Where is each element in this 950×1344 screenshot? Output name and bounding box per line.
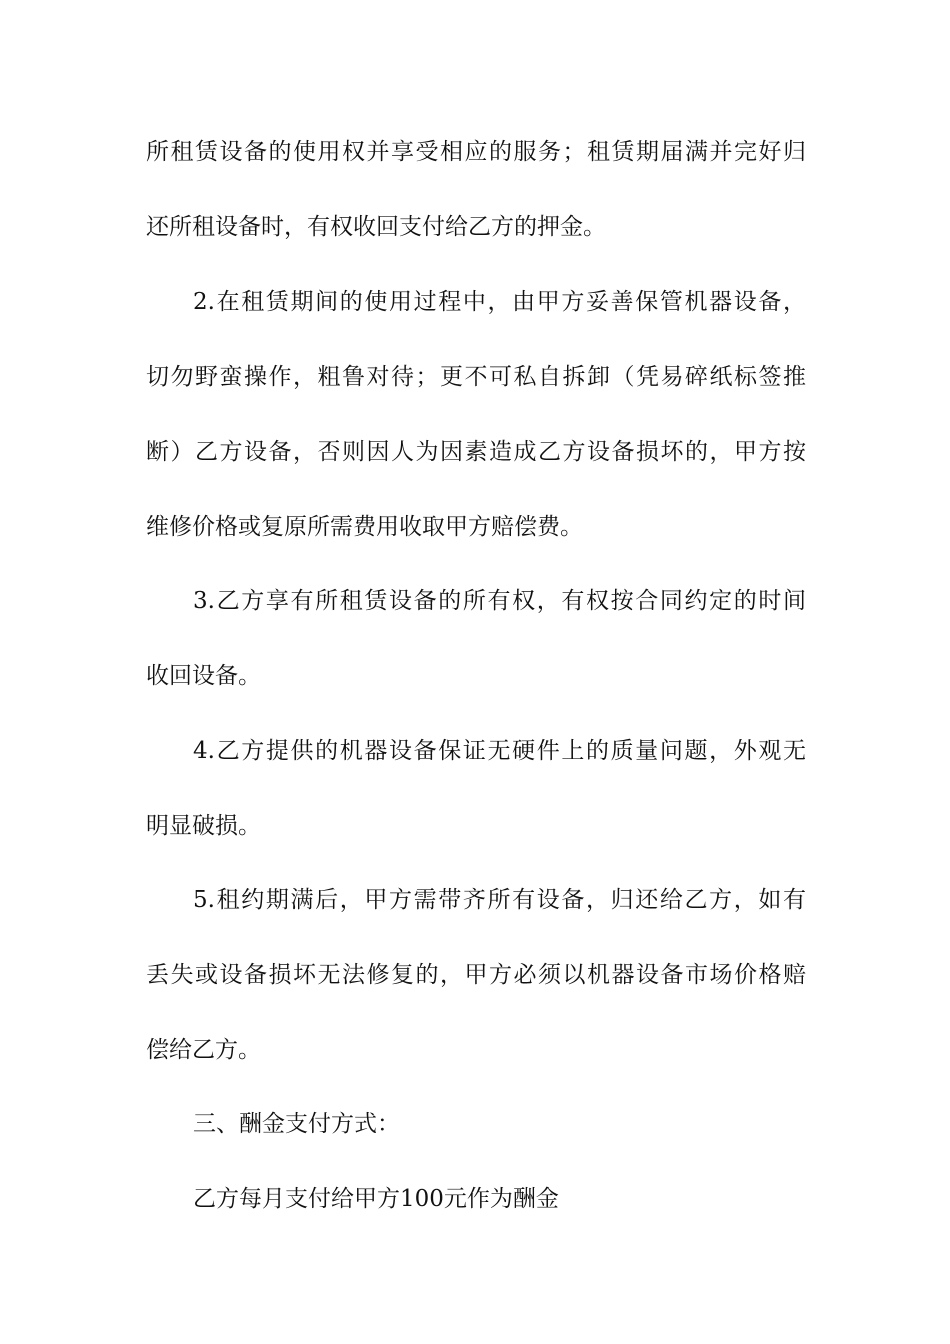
text-line: 切勿野蛮操作，粗鲁对待；更不可私自拆卸（凭易碎纸标签推 bbox=[146, 364, 806, 390]
text-line: 维修价格或复原所需费用收取甲方赔偿费。 bbox=[146, 514, 583, 540]
text-line: 明显破损。 bbox=[146, 813, 261, 839]
text-line: 2.在租赁期间的使用过程中，由甲方妥善保管机器设备， bbox=[193, 289, 806, 315]
text-line: 乙方每月支付给甲方100元作为酬金 bbox=[193, 1186, 559, 1212]
text-line: 偿给乙方。 bbox=[146, 1037, 261, 1063]
text-line: 收回设备。 bbox=[146, 663, 261, 689]
section-heading: 三、酬金支付方式： bbox=[193, 1111, 400, 1137]
text-line: 丢失或设备损坏无法修复的，甲方必须以机器设备市场价格赔 bbox=[146, 962, 806, 988]
text-line: 所租赁设备的使用权并享受相应的服务；租赁期届满并完好归 bbox=[146, 139, 806, 165]
text-line: 4.乙方提供的机器设备保证无硬件上的质量问题，外观无 bbox=[193, 738, 806, 764]
text-line: 5.租约期满后，甲方需带齐所有设备，归还给乙方，如有 bbox=[193, 887, 806, 913]
text-line: 3.乙方享有所租赁设备的所有权，有权按合同约定的时间 bbox=[193, 588, 806, 614]
text-line: 断）乙方设备，否则因人为因素造成乙方设备损坏的，甲方按 bbox=[146, 439, 806, 465]
text-line: 还所租设备时，有权收回支付给乙方的押金。 bbox=[146, 214, 606, 240]
